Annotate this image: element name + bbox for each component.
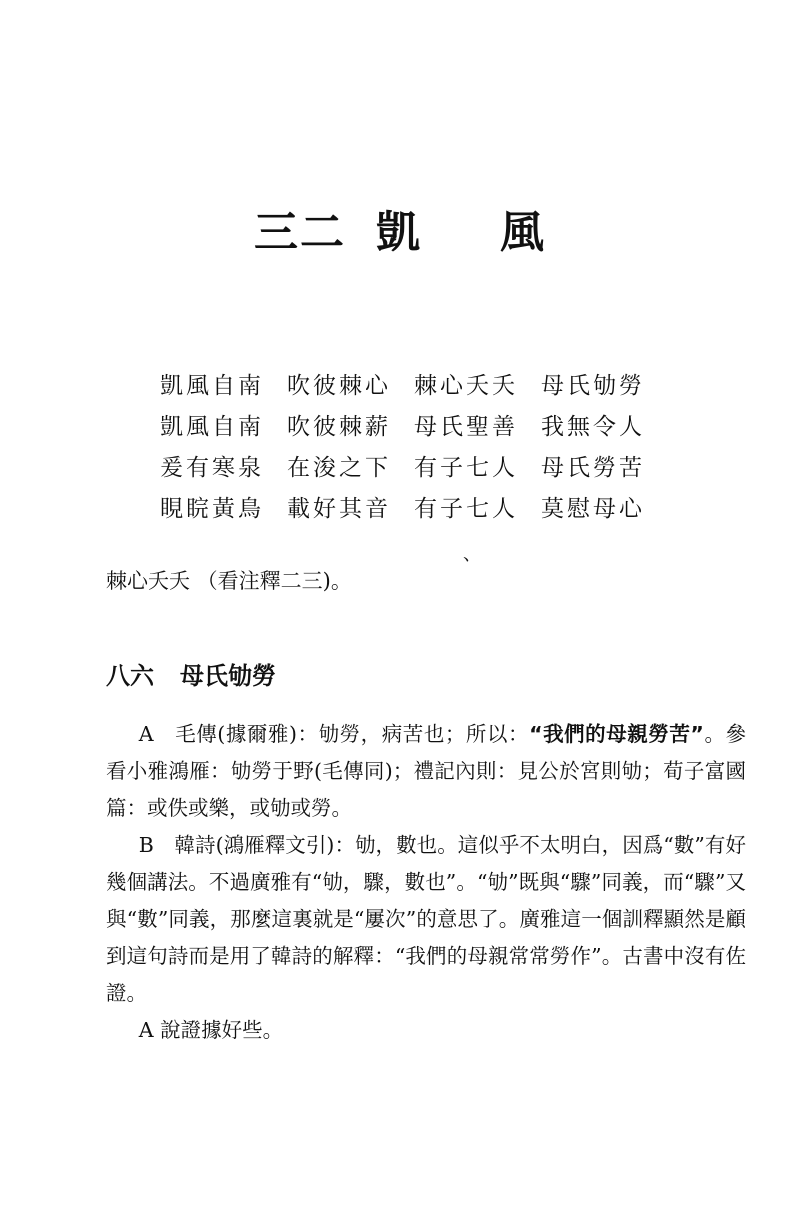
paragraph-a-intro: A 毛傳(據爾雅)：劬勞，病苦也；所以：	[138, 722, 530, 746]
paragraph-b: B 韓詩(鴻雁釋文引)：劬，數也。這似乎不太明白，因爲“數”有好幾個講法。不過廣雅有“劬，驟，數也”。“劬”既與“驟”同義，而“驟”又與“數”同義，那麼這裏就是“屢次”的意思了。廣雅這一個訓釋顯然是顧到這句詩而是用了韓詩的解釋：“我們的母親常常勞作”。古書中沒有佐證。	[106, 833, 746, 1005]
poem-line	[160, 489, 668, 530]
poem-phrase: 莫慰母心	[541, 496, 645, 522]
poem-phrase: 凱風自南	[160, 414, 264, 440]
poem-line	[160, 407, 668, 448]
poem-phrase: 母氏聖善	[414, 414, 518, 440]
commentary-body	[106, 716, 746, 1049]
poem-phrase: 母氏勞苦	[541, 455, 645, 481]
chapter-title-char-1: 凱	[376, 207, 422, 258]
poem-line	[160, 366, 668, 407]
poem-phrase: 凱風自南	[160, 373, 264, 399]
paragraph-a-rest: 。參看小雅鴻雁：劬勞于野(毛傳同)；禮記內則：見公於宮則劬；荀子富國篇：或佚或樂，或劬或勞。	[106, 722, 747, 820]
section-number: 八六	[106, 661, 154, 690]
emphasis-mark: 、	[463, 544, 481, 565]
section-heading	[106, 659, 276, 693]
poem-phrase: 在浚之下	[287, 455, 391, 481]
poem-phrase: 吹彼棘薪	[287, 414, 391, 440]
chapter-number: 三二	[254, 207, 346, 258]
poem-phrase: 睍睆黃鳥	[160, 496, 264, 522]
poem-line	[160, 448, 668, 489]
poem-phrase: 爰有寒泉	[160, 455, 264, 481]
section-title: 母氏劬勞	[180, 661, 276, 690]
poem-phrase: 棘心夭夭	[414, 373, 518, 399]
poem-phrase: 載好其音	[287, 496, 391, 522]
paragraph-a	[106, 716, 746, 827]
poem-phrase: 我無令人	[541, 414, 645, 440]
poem-block	[160, 366, 668, 530]
annotation-reference: 棘心夭夭 （看注釋二三)。	[106, 569, 352, 593]
poem-phrase: 母氏劬勞	[541, 373, 645, 399]
paragraph-conclusion: A 說證據好些。	[138, 1018, 284, 1042]
poem-phrase: 有子七人	[414, 496, 518, 522]
chapter-title-char-2: 風	[500, 207, 546, 258]
paragraph-a-emphasis: “我們的母親勞苦”	[529, 722, 704, 746]
poem-phrase: 吹彼棘心	[287, 373, 391, 399]
poem-phrase: 有子七人	[414, 455, 518, 481]
chapter-title	[0, 205, 800, 261]
